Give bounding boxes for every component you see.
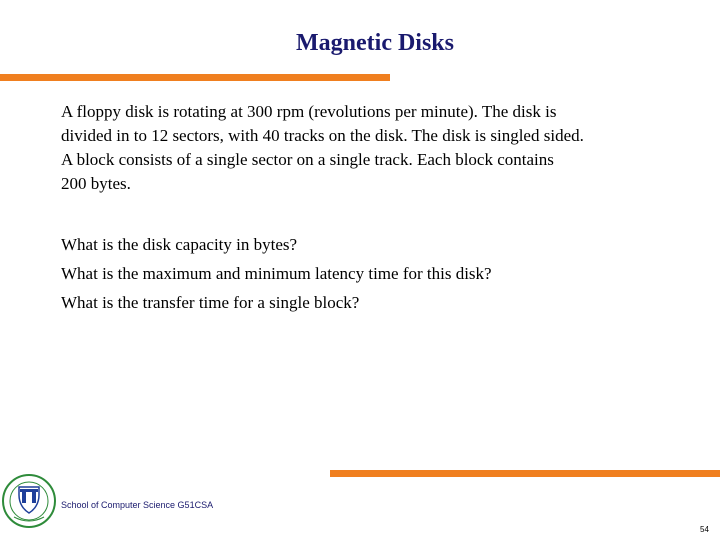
question-capacity: What is the disk capacity in bytes? xyxy=(61,235,298,254)
paragraph-line: A floppy disk is rotating at 300 rpm (revolutions per minute). The disk is xyxy=(61,102,557,121)
question-list xyxy=(61,230,701,317)
footer-text: School of Computer Science G51CSA xyxy=(61,500,214,510)
problem-paragraph xyxy=(61,100,701,196)
paragraph-line: divided in to 12 sectors, with 40 tracks on the disk. The disk is singled sided. xyxy=(61,126,584,145)
paragraph-line: 200 bytes. xyxy=(61,174,131,193)
slide-title: Magnetic Disks xyxy=(296,30,454,56)
university-crest-icon xyxy=(0,465,58,540)
page-number: 54 xyxy=(700,525,709,534)
question-latency: What is the maximum and minimum latency time for this disk? xyxy=(61,264,492,283)
paragraph-line: A block consists of a single sector on a single track. Each block contains xyxy=(61,150,554,169)
question-transfer-time: What is the transfer time for a single block? xyxy=(61,293,360,312)
top-accent-bar xyxy=(0,74,390,81)
bottom-accent-bar xyxy=(330,470,720,477)
